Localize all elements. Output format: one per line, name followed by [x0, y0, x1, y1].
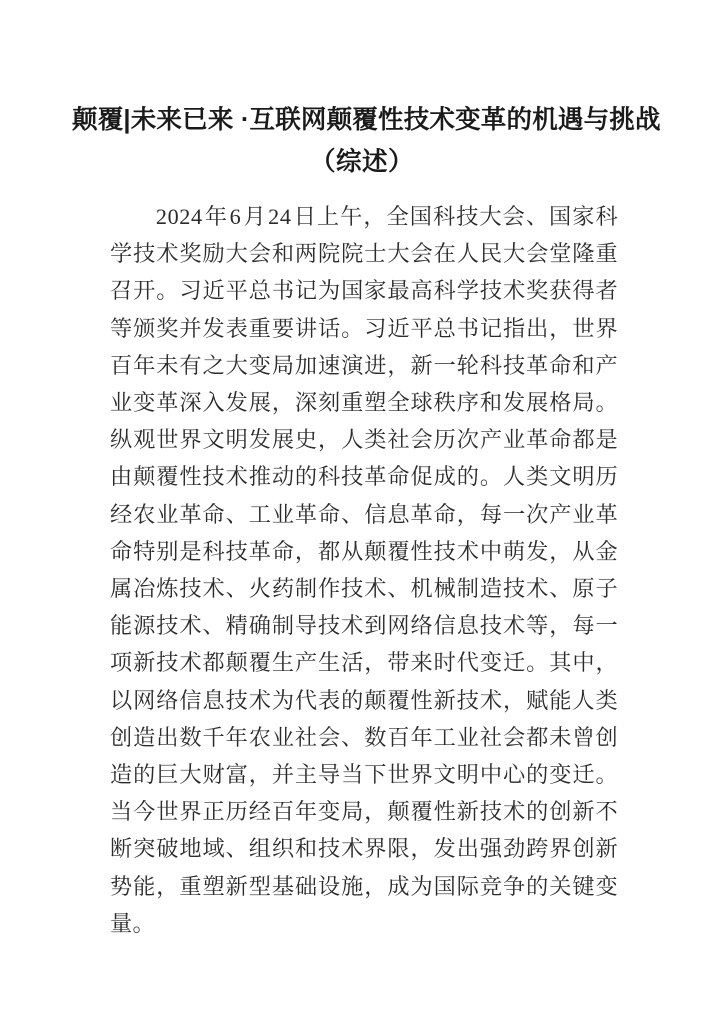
document-title-line-2: （综述）: [309, 148, 414, 177]
document-body: [110, 198, 618, 942]
latin-run: 2024: [155, 204, 203, 229]
document-title-line-1: 颠覆|未来已来 ·互联网颠覆性技术变革的机遇与挑战: [72, 106, 661, 135]
latin-run: 6: [229, 204, 242, 229]
document-title: [72, 99, 661, 183]
body-paragraph: 2024年6月24日上午，全国科技大会、国家科学技术奖励大会和两院院士大会在人民大会堂隆重召开。习近平总书记为国家最高科学技术奖获得者等颁奖并发表重要讲话。习近平总书记指出，世界百年未有之大变局加速演进，新一轮科技革命和产业变革深入发展，深刻重塑全球秩序和发展格局。纵观世界文明发展史，人类社会历次产业革命都是由颠覆性技术推动的科技革命促成的。人类文明历经农业革命、工业革命、信息革命，每一次产业革命特别是科技革命，都从颠覆性技术中萌发，从金属冶炼技术、火药制作技术、机械制造技术、原子能源技术、精确制导技术到网络信息技术等，每一项新技术都颠覆生产生活，带来时代变迁。其中，以网络信息技术为代表的颠覆性新技术，赋能人类创造出数千年农业社会、数百年工业社会都未曾创造的巨大财富，并主导当下世界文明中心的变迁。当今世界正历经百年变局，颠覆性新技术的创新不断突破地域、组织和技术界限，发出强劲跨界创新势能，重塑新型基础设施，成为国际竞争的关键变量。: [110, 204, 618, 936]
latin-run: 24: [268, 204, 292, 229]
